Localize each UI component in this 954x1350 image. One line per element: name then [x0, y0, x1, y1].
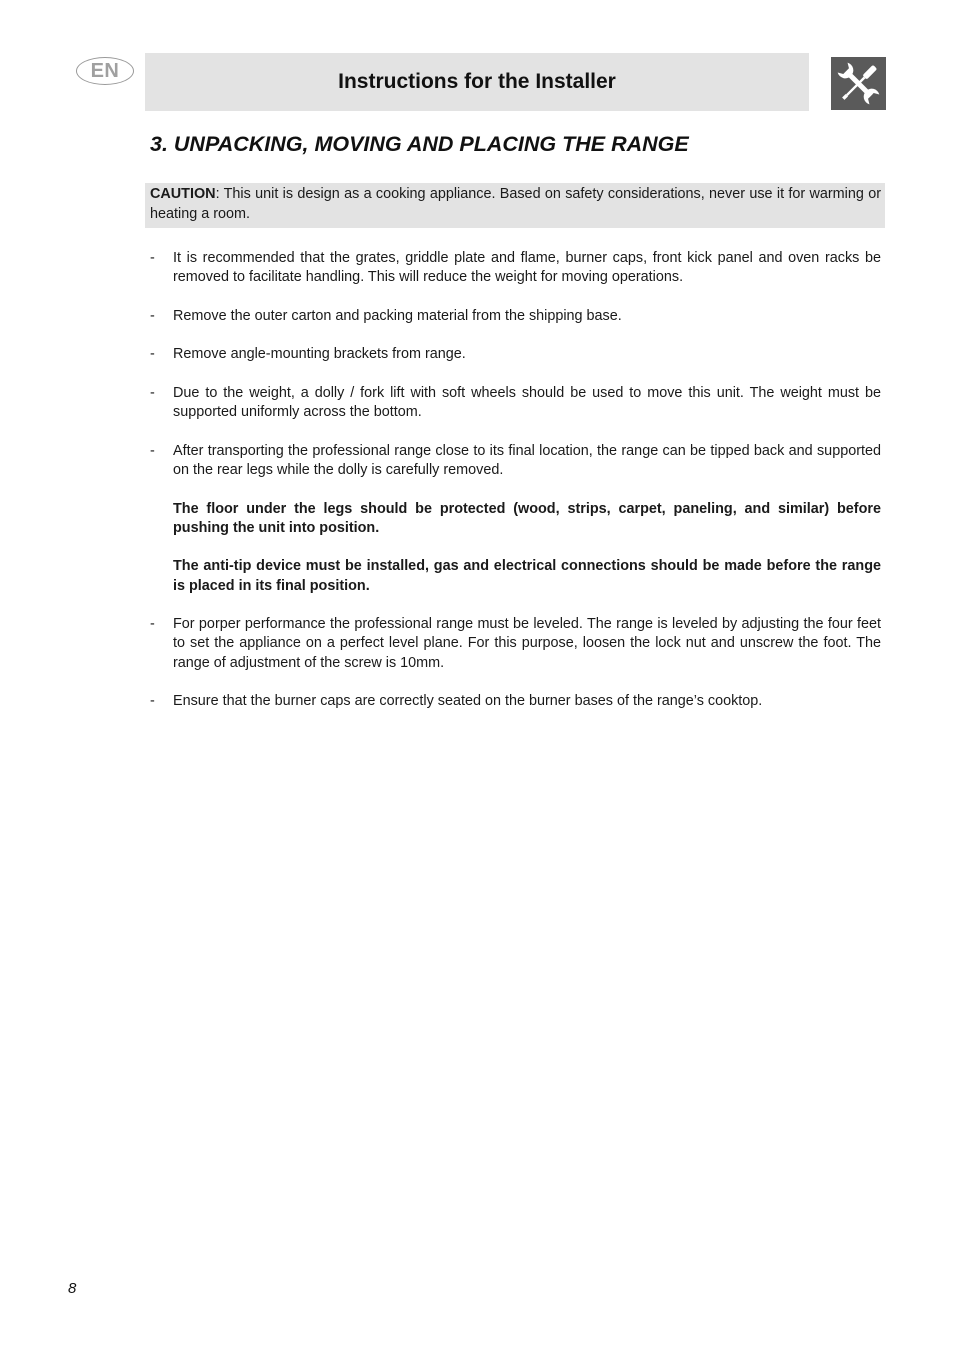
list-dash: -	[150, 384, 155, 401]
list-dash: -	[150, 346, 155, 363]
list-item-text: After transporting the professional range close to its final location, the range can be tipped back and supported on the rear legs while the dolly is carefully removed.	[173, 442, 881, 478]
list-item-text: Due to the weight, a dolly / fork lift with soft wheels should be used to move this unit. The weight must be supported uniformly across the bottom.	[173, 384, 881, 421]
list-item	[150, 615, 881, 673]
list-item-text: For porper performance the professional range must be leveled. The range is leveled by adjusting the four feet to set the appliance on a perfect level plane. For this purpose, loosen the lock nut and unscrew the foot. The range of adjustment of the screw is 10mm.	[173, 616, 881, 671]
list-dash: -	[150, 693, 155, 710]
instruction-list	[150, 249, 881, 731]
list-item	[150, 442, 881, 596]
list-item	[150, 384, 881, 422]
page-number: 8	[68, 1280, 77, 1297]
list-item-text: Ensure that the burner caps are correctly seated on the burner bases of the range’s cooktop.	[173, 693, 763, 710]
language-badge: EN	[76, 57, 134, 85]
list-item	[150, 692, 881, 711]
caution-text: : This unit is design as a cooking appliance. Based on safety considerations, never use it for warming or heating a room.	[150, 186, 881, 222]
list-dash: -	[150, 616, 155, 633]
anti-tip-note: The anti-tip device must be installed, gas and electrical connections should be made before the range is placed in its final position.	[173, 558, 881, 594]
caution-box	[145, 183, 885, 228]
list-item	[150, 345, 881, 364]
list-item	[150, 249, 881, 287]
tools-icon	[831, 57, 886, 110]
list-item	[150, 307, 881, 326]
list-dash: -	[150, 250, 155, 266]
list-item-text: Remove the outer carton and packing material from the shipping base.	[173, 307, 622, 324]
list-dash: -	[150, 307, 155, 324]
section-title: 3. UNPACKING, MOVING AND PLACING THE RANGE	[150, 132, 689, 156]
list-item-text: It is recommended that the grates, griddle plate and flame, burner caps, front kick panel and oven racks be removed to facilitate handling. This will reduce the weight for moving operations.	[173, 250, 881, 286]
list-item-text: Remove angle-mounting brackets from range.	[173, 346, 466, 363]
header-bar	[145, 53, 809, 111]
floor-protection-note: The floor under the legs should be protected (wood, strips, carpet, paneling, and similar) before pushing the unit into position.	[173, 500, 881, 536]
list-dash: -	[150, 442, 155, 459]
header-title: Instructions for the Installer	[338, 70, 616, 93]
caution-label: CAUTION	[150, 186, 216, 202]
